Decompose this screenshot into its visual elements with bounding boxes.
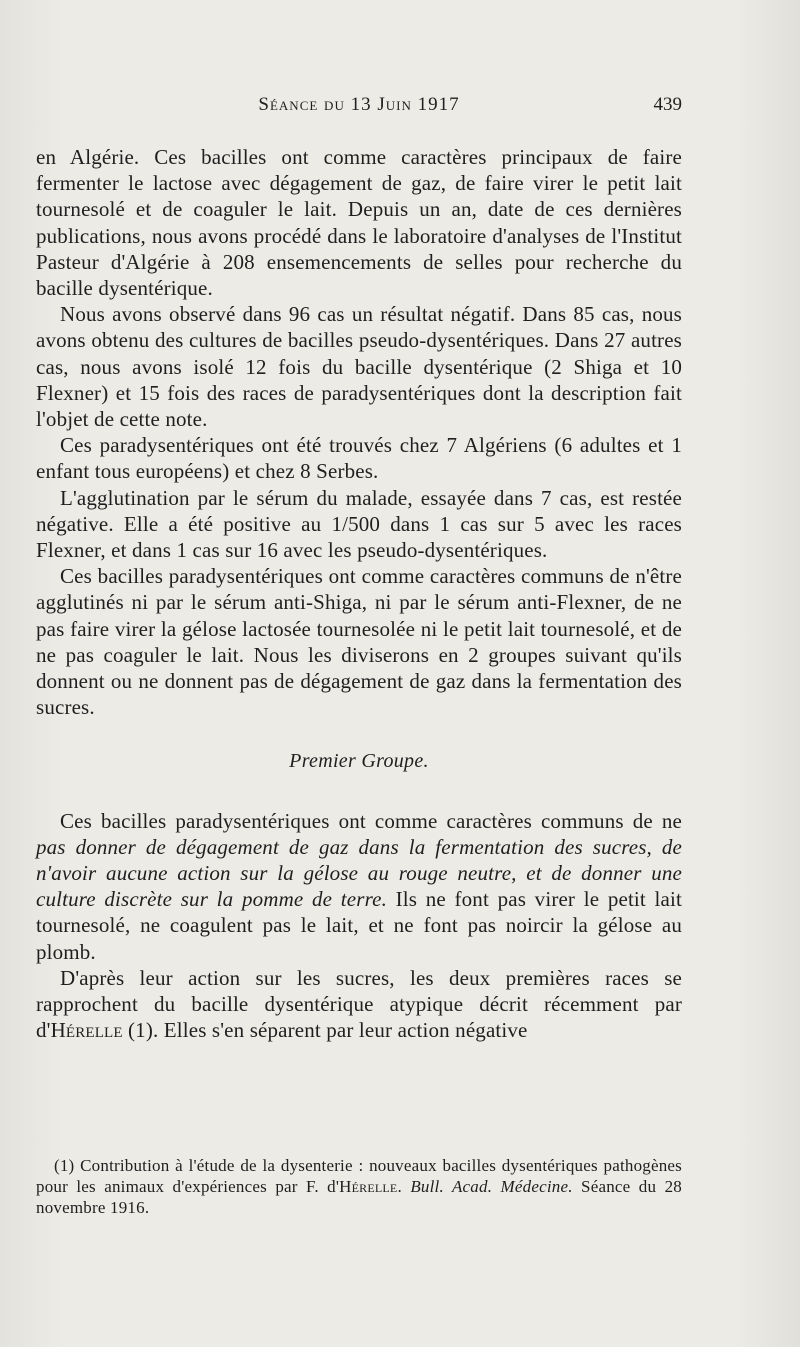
running-title: Séance du 13 Juin 1917 (258, 94, 460, 115)
paragraph-6 (36, 808, 682, 965)
paragraph-6-start: Ces bacilles paradysentériques ont comme caractères communs de ne (60, 808, 682, 833)
author-name: Hérelle (50, 1018, 123, 1043)
paragraph-6-end: Ils ne font pas virer le petit lait tournesolé, ne coagulent pas le lait, et ne font pas noircir la gélose au plomb. (36, 887, 682, 964)
paragraph-5: Ces bacilles paradysentériques ont comme caractères communs de n'être agglutinés ni par le sérum anti-Shiga, ni par le sérum anti-Flexner, de ne pas faire virer la gélose lactosée tournesolée ni le petit lait tournesolé, et de ne pas coaguler le lait. Nous les diviserons en 2 groupes suivant qu'ils donnent ou ne donnent pas de dégagement de gaz dans la fermentation des sucres. (36, 564, 682, 720)
footnote-author: Hérelle (339, 1177, 398, 1196)
paragraph-6-italic: pas donner de dégagement de gaz dans la fermentation des sucres, de n'avoir aucune action sur la gélose au rouge neutre, et de donner une culture discrète sur la pomme de terre. (36, 834, 682, 912)
page-number: 439 (653, 94, 682, 115)
paragraph-4: L'agglutination par le sérum du malade, essayée dans 7 cas, est restée négative. Elle a été positive au 1/500 dans 1 cas sur 5 avec les races Flexner, et dans 1 cas sur 16 avec les pseudo-dysentériques. (36, 485, 682, 563)
footnote-journal: Bull. Acad. Médecine. (410, 1177, 573, 1196)
paragraph-7-start: D'après leur action sur les sucres, les deux premières races se rapprochent du bacille dysentérique atypique décrit récemment par d' (36, 965, 682, 1043)
footnote (36, 1155, 682, 1218)
footnote-text (36, 1155, 682, 1218)
paragraph-7-end: (1). Elles s'en séparent par leur action négative (122, 1018, 528, 1043)
footnote-sep: . (397, 1177, 411, 1196)
footnote-start: (1) Contribution à l'étude de la dysenterie : nouveaux bacilles dysentériques pathogènes pour les animaux d'expériences par F. d' (36, 1156, 682, 1196)
section-heading: Premier Groupe. (289, 750, 429, 773)
running-header (36, 94, 682, 126)
paragraph-3: Ces paradysentériques ont été trouvés chez 7 Algériens (6 adultes et 1 enfant tous européens) et chez 8 Serbes. (36, 433, 682, 484)
paragraph-2: Nous avons observé dans 96 cas un résultat négatif. Dans 85 cas, nous avons obtenu des cultures de bacilles pseudo-dysentériques. Dans 27 autres cas, nous avons isolé 12 fois du bacille dysentérique (2 Shiga et 10 Flexner) et 15 fois des races de paradysentériques dont la description fait l'objet de cette note. (36, 302, 682, 432)
footnote-end: Séance du 28 novembre 1916. (36, 1177, 682, 1217)
main-text (36, 144, 682, 1044)
paragraph-1: en Algérie. Ces bacilles ont comme caractères principaux de faire fermenter le lactose avec dégagement de gaz, de faire virer le petit lait tournesolé et de coaguler le lait. Depuis un an, date de ces dernières publications, nous avons procédé dans le laboratoire d'analyses de l'Institut Pasteur d'Algérie à 208 ensemencements de selles pour recherche du bacille dysentérique. (36, 145, 682, 301)
paragraph-7 (36, 965, 682, 1044)
